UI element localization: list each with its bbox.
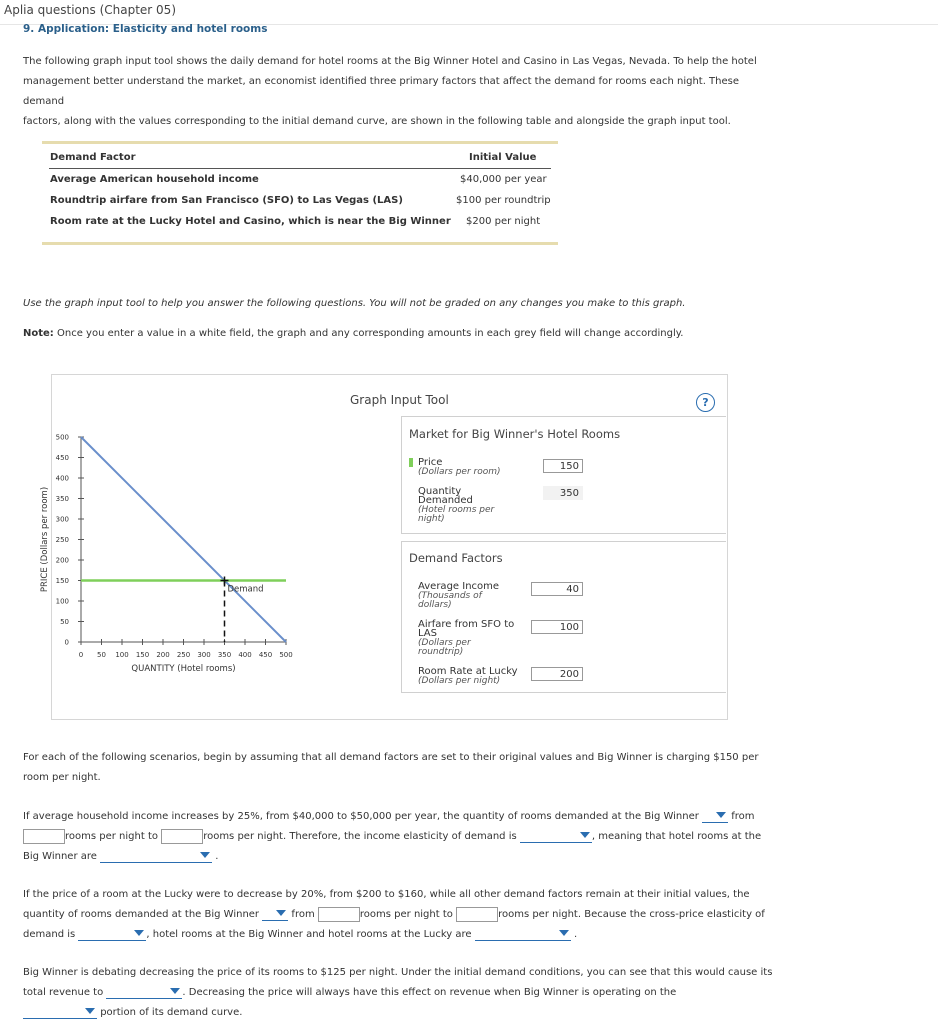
note xyxy=(23,324,783,344)
x-tick-label: 100 xyxy=(115,651,129,659)
x-tick-label: 0 xyxy=(78,651,84,659)
x-tick-label: 300 xyxy=(197,651,211,659)
y-tick-label: 450 xyxy=(55,454,69,462)
table-row-value: $200 per night xyxy=(466,216,541,227)
chevron-down-icon xyxy=(580,832,590,838)
qd-label: Quantity xyxy=(418,486,462,497)
x-tick-label: 150 xyxy=(135,651,150,659)
chevron-down-icon xyxy=(134,930,144,936)
q1-elasticity-dropdown[interactable] xyxy=(520,829,592,843)
q1-text: If average household income increases by 25%, from $40,000 to $50,000 per year, the quantity of rooms demanded at the Big Winner xyxy=(23,811,699,822)
quantity-demanded-value: 350 xyxy=(543,486,583,500)
airfare-label: Airfare from SFO to xyxy=(418,619,515,630)
price-input[interactable]: 150 xyxy=(543,459,583,473)
q1-text: . xyxy=(215,851,219,862)
q2-text: rooms per night to xyxy=(359,909,453,920)
q1-text: rooms per night to xyxy=(65,831,158,842)
intro-line: The following graph input tool shows the daily demand for hotel rooms at the Big Winner Hotel and Casino in Las Vegas, Nevada. To help the hotel xyxy=(23,56,757,67)
qd-label: Demanded xyxy=(418,495,473,506)
airfare-label: LAS xyxy=(418,628,437,639)
qd-sub: night) xyxy=(418,514,445,524)
q2-relationship-dropdown[interactable] xyxy=(475,927,571,941)
y-tick-label: 200 xyxy=(55,556,69,565)
lucky-sub: (Dollars per night) xyxy=(418,676,501,686)
header-value: Initial Value xyxy=(469,152,537,163)
price-label: Price xyxy=(418,457,443,468)
q2-text: If the price of a room at the Lucky were to decrease by 20%, from $200 to $160, while all other demand factors remain at their initial values, the xyxy=(23,889,750,900)
table-row-factor: Roundtrip airfare from San Francisco (SFO) to Las Vegas (LAS) xyxy=(50,195,403,206)
chevron-down-icon xyxy=(276,910,286,916)
q3-portion-dropdown[interactable] xyxy=(23,1005,97,1019)
income-input[interactable]: 40 xyxy=(531,582,583,596)
table-row-factor: Room rate at the Lucky Hotel and Casino, which is near the Big Winner xyxy=(50,216,451,227)
note-label: Note: xyxy=(23,328,54,339)
price-sub: (Dollars per room) xyxy=(418,467,501,477)
chevron-down-icon xyxy=(170,988,180,994)
intro-paragraph xyxy=(23,52,783,132)
table-header-row xyxy=(49,150,551,169)
q1-initial-quantity-input[interactable] xyxy=(23,829,65,844)
table-row-value: $40,000 per year xyxy=(460,174,547,185)
q3-text: portion of its demand curve. xyxy=(100,1007,243,1018)
q2-text: quantity of rooms demanded at the Big Winner xyxy=(23,909,260,920)
scenario-line: For each of the following scenarios, begin by assuming that all demand factors are set to their original values and Big Winner is charging $150 per xyxy=(23,752,759,763)
series-line-demand xyxy=(81,437,286,642)
q1-direction-dropdown[interactable] xyxy=(702,809,728,823)
lucky-rate-input[interactable]: 200 xyxy=(531,667,583,681)
qd-sub: (Hotel rooms per xyxy=(418,505,495,515)
q1-text: rooms per night. Therefore, the income elasticity of demand is xyxy=(203,831,517,842)
income-sub: dollars) xyxy=(418,600,452,610)
header-factor: Demand Factor xyxy=(50,152,136,163)
income-label: Average Income xyxy=(418,581,500,592)
q2-text: rooms per night. Because the cross-price elasticity of xyxy=(498,909,765,920)
note-text: Once you enter a value in a white field, the graph and any corresponding amounts in each grey field will change accordingly. xyxy=(53,328,684,339)
q3-text: total revenue to xyxy=(23,987,104,998)
q3-text: . Decreasing the price will always have this effect on revenue when Big Winner is operating on the xyxy=(182,987,677,998)
demand-curve-label: Demand xyxy=(227,584,264,595)
y-tick-label: 250 xyxy=(55,536,69,544)
x-tick-label: 50 xyxy=(97,651,106,659)
x-tick-label: 350 xyxy=(217,651,232,659)
q1-new-quantity-input[interactable] xyxy=(161,829,203,844)
airfare-input[interactable]: 100 xyxy=(531,620,583,634)
chevron-down-icon xyxy=(200,852,210,858)
table-row-factor: Average American household income xyxy=(50,174,259,185)
q2-elasticity-dropdown[interactable] xyxy=(78,927,146,941)
y-tick-label: 100 xyxy=(55,597,69,606)
factors-title: Demand Factors xyxy=(409,551,503,565)
q2-text: . xyxy=(573,929,578,940)
q3-revenue-dropdown[interactable] xyxy=(106,985,182,999)
y-tick-label: 300 xyxy=(55,515,69,524)
x-axis-label: QUANTITY (Hotel rooms) xyxy=(131,664,236,674)
q2-initial-quantity-input[interactable] xyxy=(318,907,360,922)
tool-title: Graph Input Tool xyxy=(350,393,449,407)
question-3 xyxy=(23,963,923,1023)
scenario-line: room per night. xyxy=(23,772,101,783)
scenario-intro xyxy=(23,748,783,788)
q2-new-quantity-input[interactable] xyxy=(456,907,498,922)
y-tick-label: 0 xyxy=(64,638,69,647)
airfare-sub: roundtrip) xyxy=(418,647,464,657)
x-tick-label: 450 xyxy=(258,651,273,659)
y-tick-label: 150 xyxy=(55,577,69,585)
q2-direction-dropdown[interactable] xyxy=(262,907,288,921)
x-tick-label: 200 xyxy=(156,651,170,659)
q2-text: , hotel rooms at the Big Winner and hotel rooms at the Lucky are xyxy=(146,929,472,940)
q1-from: from xyxy=(731,811,755,822)
demand-chart[interactable] xyxy=(40,415,352,735)
help-icon[interactable]: ? xyxy=(696,393,715,412)
x-tick-label: 500 xyxy=(279,651,293,659)
intro-line: factors, along with the values corresponding to the initial demand curve, are shown in the following table and alongside the graph input tool. xyxy=(23,116,731,127)
market-title: Market for Big Winner's Hotel Rooms xyxy=(409,427,621,441)
lucky-label: Room Rate at Lucky xyxy=(418,666,518,677)
price-legend-swatch xyxy=(409,458,413,467)
chevron-down-icon xyxy=(559,930,569,936)
question-2 xyxy=(23,885,923,945)
x-tick-label: 250 xyxy=(176,651,191,659)
x-tick-label: 400 xyxy=(238,651,252,659)
q2-text: demand is xyxy=(23,929,76,940)
tool-instructions: Use the graph input tool to help you answer the following questions. You will not be graded on any changes you make to this graph. xyxy=(23,298,686,309)
q1-text: Big Winner are xyxy=(23,851,97,862)
q2-from: from xyxy=(291,909,315,920)
airfare-sub: (Dollars per xyxy=(418,638,471,648)
y-tick-label: 400 xyxy=(55,474,69,483)
table-row-value: $100 per roundtrip xyxy=(456,195,551,206)
question-title: 9. Application: Elasticity and hotel rooms xyxy=(23,23,268,35)
chevron-down-icon xyxy=(716,812,726,818)
y-tick-label: 500 xyxy=(55,433,69,442)
market-section xyxy=(401,416,726,534)
y-tick-label: 350 xyxy=(55,495,69,503)
graph-panel xyxy=(40,374,728,720)
income-sub: (Thousands of xyxy=(418,591,482,601)
demand-factors-section xyxy=(401,541,726,693)
app-title: Aplia questions (Chapter 05) xyxy=(4,3,176,17)
q1-text: , meaning that hotel rooms at the xyxy=(591,831,762,842)
y-axis-label: PRICE (Dollars per room) xyxy=(40,486,50,593)
q1-good-type-dropdown[interactable] xyxy=(100,849,212,863)
y-tick-label: 50 xyxy=(60,618,69,626)
intro-line: management better understand the market, an economist identified three primary factors that affect the demand for rooms each night. These demand xyxy=(23,76,740,107)
demand-factor-table xyxy=(42,141,558,245)
chevron-down-icon xyxy=(85,1008,95,1014)
question-1 xyxy=(23,807,923,867)
q3-text: Big Winner is debating decreasing the price of its rooms to $125 per night. Under the initial demand conditions, you can see that this would cause its xyxy=(23,967,773,978)
